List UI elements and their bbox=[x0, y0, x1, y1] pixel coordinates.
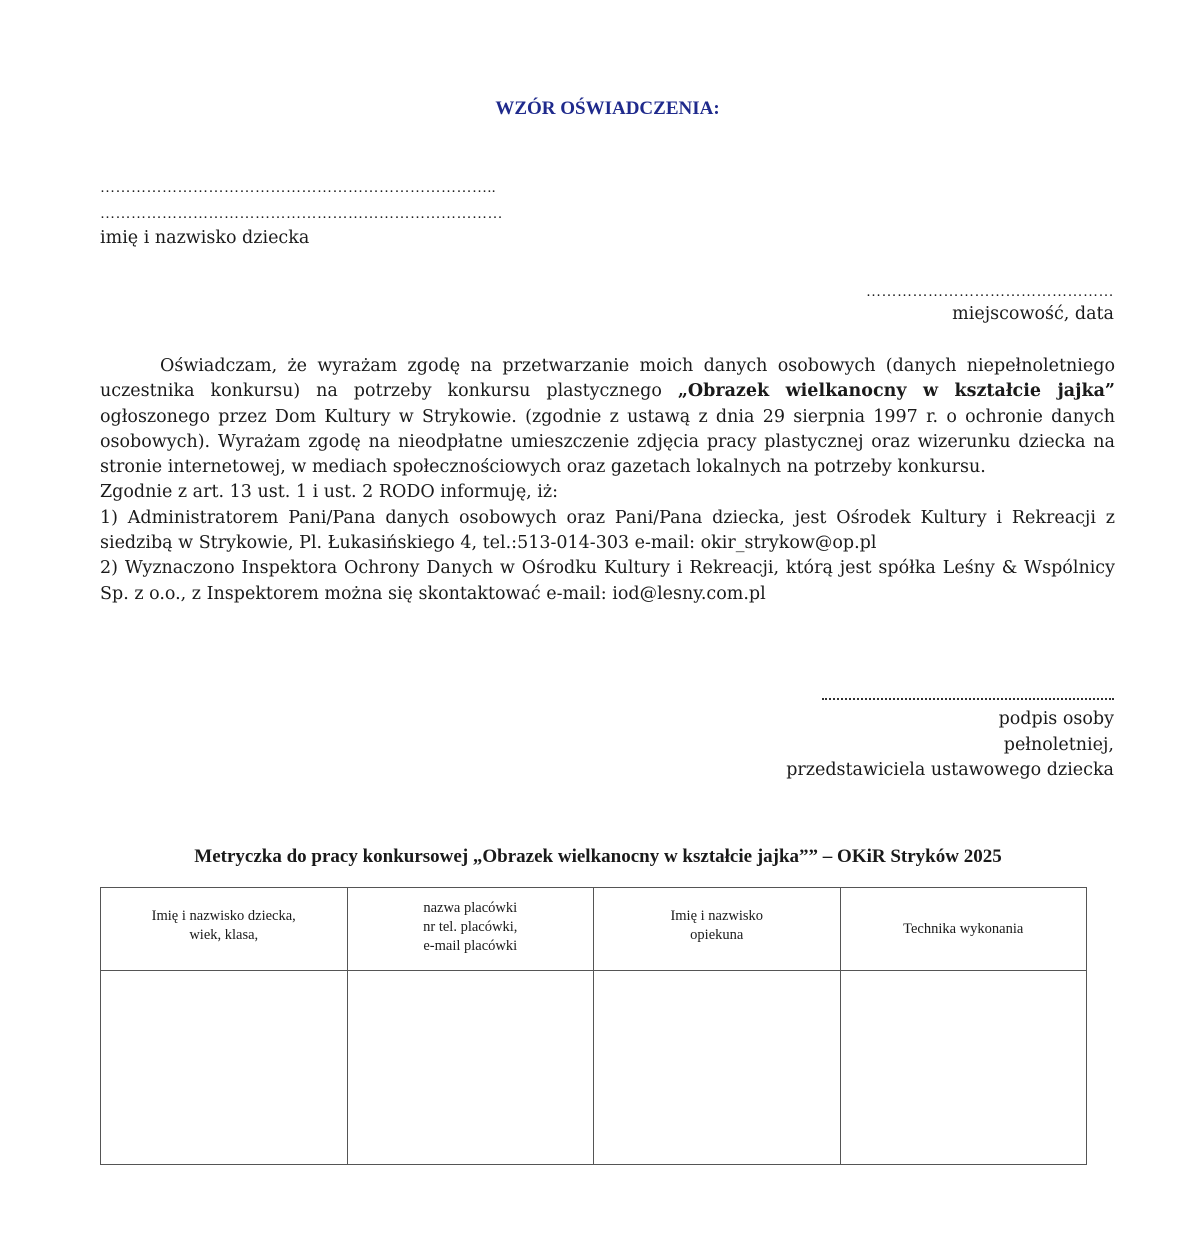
statement-line-9: 2) Wyznaczono Inspektora Ochrony Danych w Ośrodku Kultury i Rekreacji, którą jest spółka Leśny & Wspólnicy bbox=[100, 558, 1115, 579]
col-1-line-1: Imię i nazwisko dziecka, bbox=[151, 908, 296, 924]
entry-guardian-cell[interactable] bbox=[594, 971, 841, 1165]
statement-line-7: 1) Administratorem Pani/Pana danych osobowych oraz Pani/Pana dziecka, jest Ośrodek Kultury i Rekreacji z bbox=[100, 507, 1115, 528]
statement-line-10: Sp. z o.o., z Inspektorem można się skontaktować e-mail: iod@lesny.com.pl bbox=[100, 583, 766, 604]
col-2-line-1: nazwa placówki bbox=[423, 899, 518, 916]
statement-line-8: siedzibą w Strykowie, Pl. Łukasińskiego 4, tel.:513-014-303 e-mail: okir_strykow@op.pl bbox=[100, 533, 877, 554]
statement-line-2 bbox=[100, 379, 1115, 404]
child-name-dots-2: …………………………………………………………………… bbox=[100, 206, 503, 222]
signature-label-3: przedstawiciela ustawowego dziecka bbox=[786, 760, 1114, 780]
statement-line-1: Oświadczam, że wyrażam zgodę na przetwarzanie moich danych osobowych (danych niepełnoletniego bbox=[160, 356, 1115, 376]
col-child-name-header bbox=[101, 888, 348, 971]
metryczka-header-row bbox=[101, 888, 1087, 971]
child-name-dots-1: ………………………………………………………………….. bbox=[100, 180, 496, 196]
col-technique-header bbox=[840, 888, 1087, 971]
statement-line-4: osobowych). Wyrażam zgodę na nieodpłatne umieszczenie zdjęcia pracy plastycznej oraz wizerunku dziecka na bbox=[100, 431, 1115, 452]
child-name-label: imię i nazwisko dziecka bbox=[100, 228, 310, 248]
col-guardian-header bbox=[594, 888, 841, 971]
col-3-line-2: opiekuna bbox=[690, 927, 744, 943]
statement-line-5: stronie internetowej, w mediach społecznościowych oraz gazetach lokalnych na potrzeby konkursu. bbox=[100, 457, 986, 478]
col-4-line-1: Technika wykonania bbox=[903, 920, 1024, 937]
signature-label-2: pełnoletniej, bbox=[1003, 735, 1114, 755]
statement-line-3: ogłoszonego przez Dom Kultury w Strykowie. (zgodnie z ustawą z dnia 29 sierpnia 1997 r. o ochronie danych bbox=[100, 406, 1115, 427]
place-date-label: miejscowość, data bbox=[952, 304, 1114, 324]
col-institution-header bbox=[347, 888, 594, 971]
signature-dotted-line bbox=[822, 686, 1114, 700]
col-1-line-2: wiek, klasa, bbox=[189, 927, 259, 943]
statement-paragraph bbox=[100, 354, 1115, 607]
entry-technique-cell[interactable] bbox=[840, 971, 1087, 1165]
statement-line-6: Zgodnie z art. 13 ust. 1 i ust. 2 RODO informuję, iż: bbox=[100, 482, 559, 503]
metryczka-entry-row bbox=[101, 971, 1087, 1165]
document-title: WZÓR OŚWIADCZENIA: bbox=[495, 98, 720, 119]
place-date-dots: ………………………………………… bbox=[866, 284, 1114, 300]
entry-institution-cell[interactable] bbox=[347, 971, 594, 1165]
contest-name: „Obrazek wielkanocny w kształcie jajka” bbox=[677, 381, 1115, 402]
entry-child-name-cell[interactable] bbox=[101, 971, 348, 1165]
col-3-line-1: Imię i nazwisko bbox=[670, 908, 764, 924]
metryczka-title: Metryczka do pracy konkursowej „Obrazek wielkanocny w kształcie jajka”” – OKiR Stryków 2025 bbox=[194, 846, 1002, 867]
col-2-line-3: e-mail placówki bbox=[423, 937, 518, 954]
metryczka-table bbox=[100, 887, 1087, 1165]
col-2-line-2: nr tel. placówki, bbox=[423, 918, 518, 935]
signature-label-1: podpis osoby bbox=[998, 709, 1114, 729]
statement-line-2-text: uczestnika konkursu) na potrzeby konkursu plastycznego bbox=[100, 381, 678, 402]
